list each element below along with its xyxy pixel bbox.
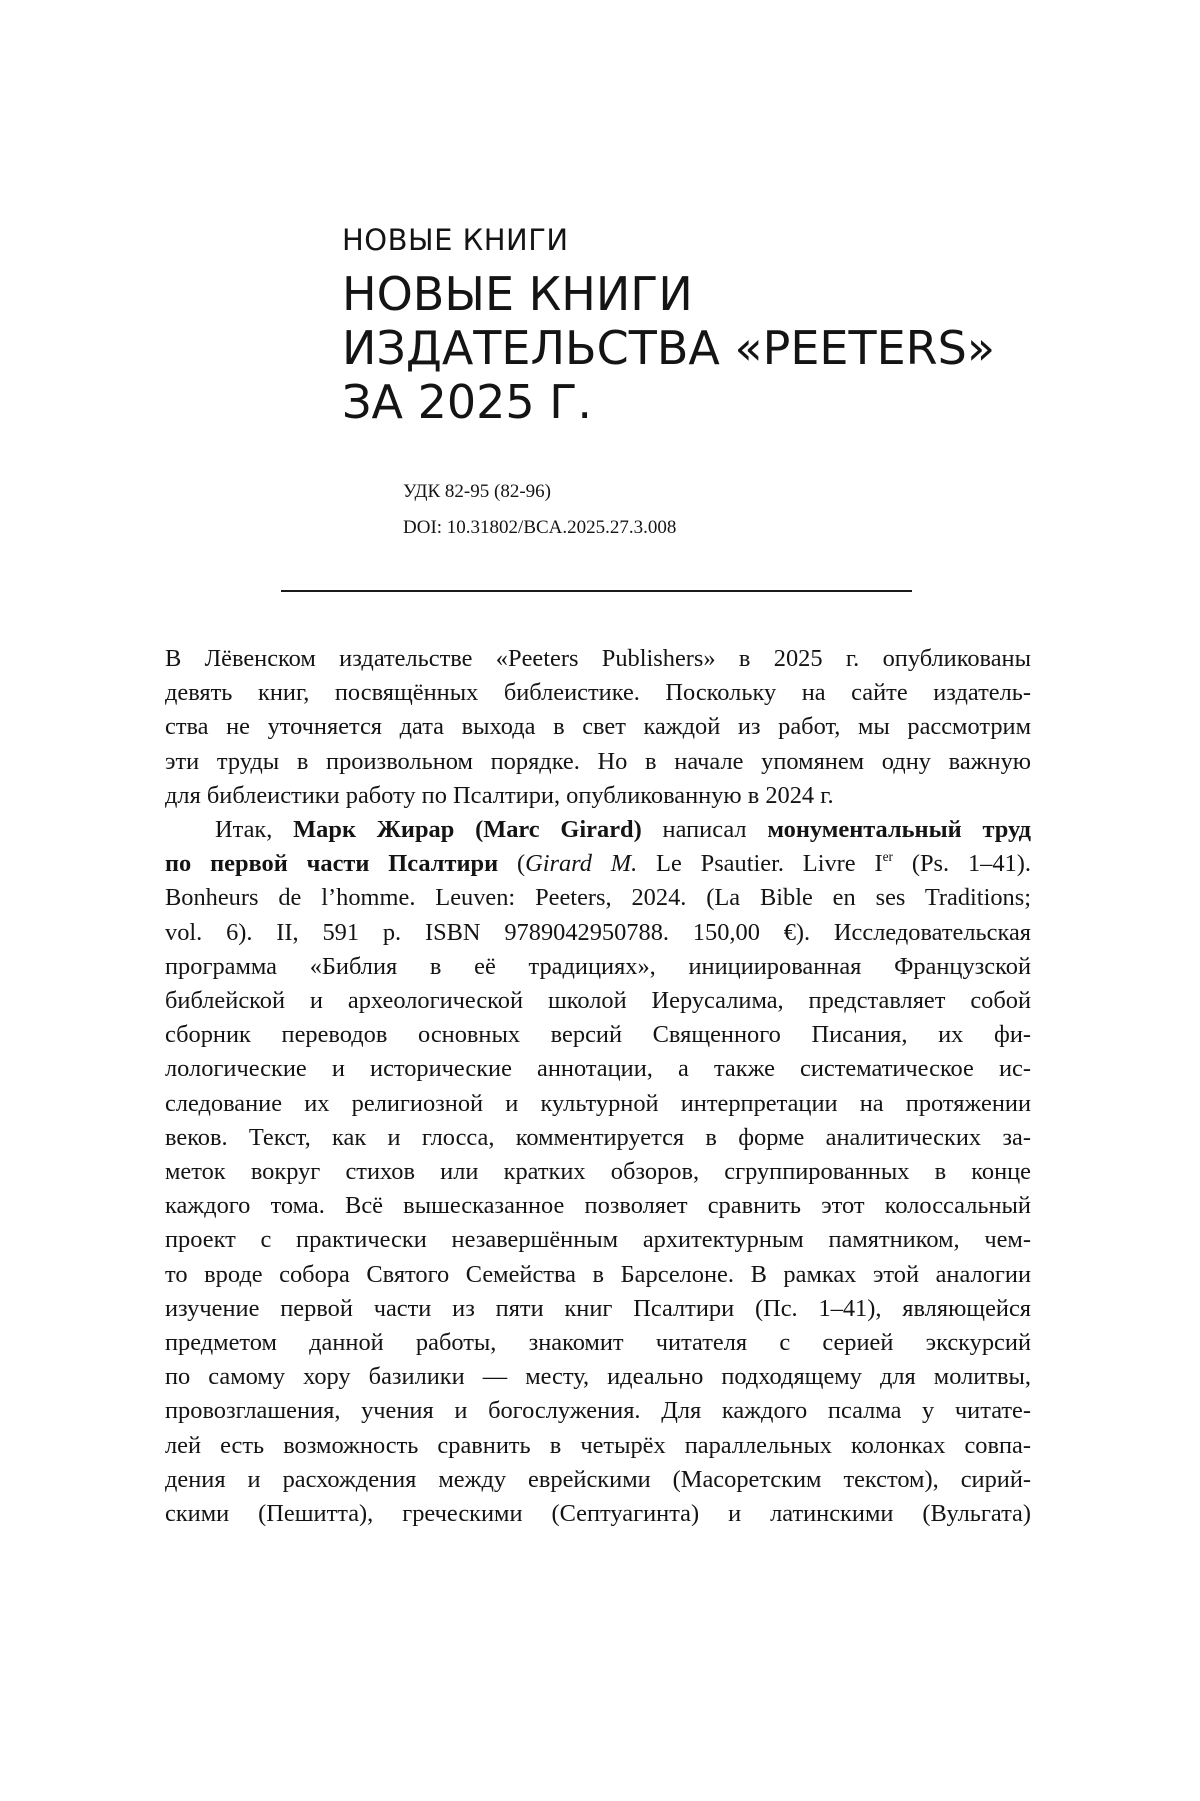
text-line: эти труды в произвольном порядке. Но в начале упомянем одну важную — [165, 747, 1031, 775]
article-body — [165, 642, 1031, 1531]
title-line: ИЗДАТЕЛЬСТВА «PEETERS» — [342, 321, 995, 375]
udk-code: УДК 82-95 (82-96) — [403, 481, 551, 502]
text-line: то вроде собора Святого Семейства в Барселоне. В рамках этой аналогии — [165, 1260, 1031, 1288]
paragraph — [165, 642, 1031, 813]
text-line: Итак, Марк Жирар (Marc Girard) написал монументальный труд — [215, 816, 1031, 844]
text-line: по первой части Псалтири (Girard M. Le Psautier. Livre Ier (Ps. 1–41). — [165, 849, 1031, 878]
author-name: Марк Жирар (Marc Girard) — [293, 816, 642, 844]
text-line: ства не уточняется дата выхода в свет каждой из работ, мы рассмотрим — [165, 713, 1031, 741]
text-line: провозглашения, учения и богослужения. Для каждого псалма у читате- — [165, 1397, 1031, 1425]
text-line: Bonheurs de l’homme. Leuven: Peeters, 2024. (La Bible en ses Traditions; — [165, 884, 1031, 912]
text-line: по самому хору базилики — месту, идеально подходящему для молитвы, — [165, 1363, 1031, 1391]
text-line: изучение первой части из пяти книг Псалтири (Пс. 1–41), являющейся — [165, 1294, 1031, 1322]
text-line: vol. 6). II, 591 p. ISBN 9789042950788. 150,00 €). Исследовательская — [165, 918, 1031, 946]
work-title: монументальный труд — [767, 816, 1031, 844]
divider — [281, 590, 912, 592]
article-meta — [403, 474, 676, 546]
text-line: скими (Пешитта), греческими (Септуагинта) и латинскими (Вульгата) — [165, 1500, 1031, 1528]
text-line: для библеистики работу по Псалтири, опубликованную в 2024 г. — [165, 781, 834, 809]
text-line: дения и расхождения между еврейскими (Масоретским текстом), сирий- — [165, 1465, 1031, 1493]
work-title: по первой части Псалтири — [165, 850, 499, 878]
text-line: лей есть возможность сравнить в четырёх параллельных колонках совпа- — [165, 1431, 1031, 1459]
text-line: каждого тома. Всё вышесказанное позволяет сравнить этот колоссальный — [165, 1192, 1031, 1220]
paragraph — [165, 813, 1031, 1531]
article-title — [342, 267, 995, 429]
citation-author: Girard M. — [525, 850, 638, 878]
text-line: меток вокруг стихов или кратких обзоров, сгруппированных в конце — [165, 1158, 1031, 1186]
text-line: девять книг, посвящённых библеистике. Поскольку на сайте издатель- — [165, 679, 1031, 707]
text-line: веков. Текст, как и глосса, комментируется в форме аналитических за- — [165, 1123, 1031, 1151]
text-line: лологические и исторические аннотации, а также систематическое ис- — [165, 1055, 1031, 1083]
text-line: библейской и археологической школой Иерусалима, представляет собой — [165, 987, 1031, 1015]
text-line: В Лёвенском издательстве «Peeters Publishers» в 2025 г. опубликованы — [165, 645, 1031, 672]
section-label: НОВЫЕ КНИГИ — [342, 223, 569, 257]
text-line: следование их религиозной и культурной интерпретации на протяжении — [165, 1089, 1031, 1117]
text-line: сборник переводов основных версий Священного Писания, их фи- — [165, 1021, 1031, 1049]
text-line: предметом данной работы, знакомит читателя с серией экскурсий — [165, 1329, 1031, 1357]
title-line: ЗА 2025 Г. — [342, 375, 592, 429]
doi: DOI: 10.31802/BCA.2025.27.3.008 — [403, 517, 677, 538]
text-line: проект с практически незавершённым архитектурным памятником, чем- — [165, 1226, 1031, 1254]
title-line: НОВЫЕ КНИГИ — [342, 267, 693, 321]
text-line: программа «Библия в её традициях», инициированная Французской — [165, 952, 1031, 980]
